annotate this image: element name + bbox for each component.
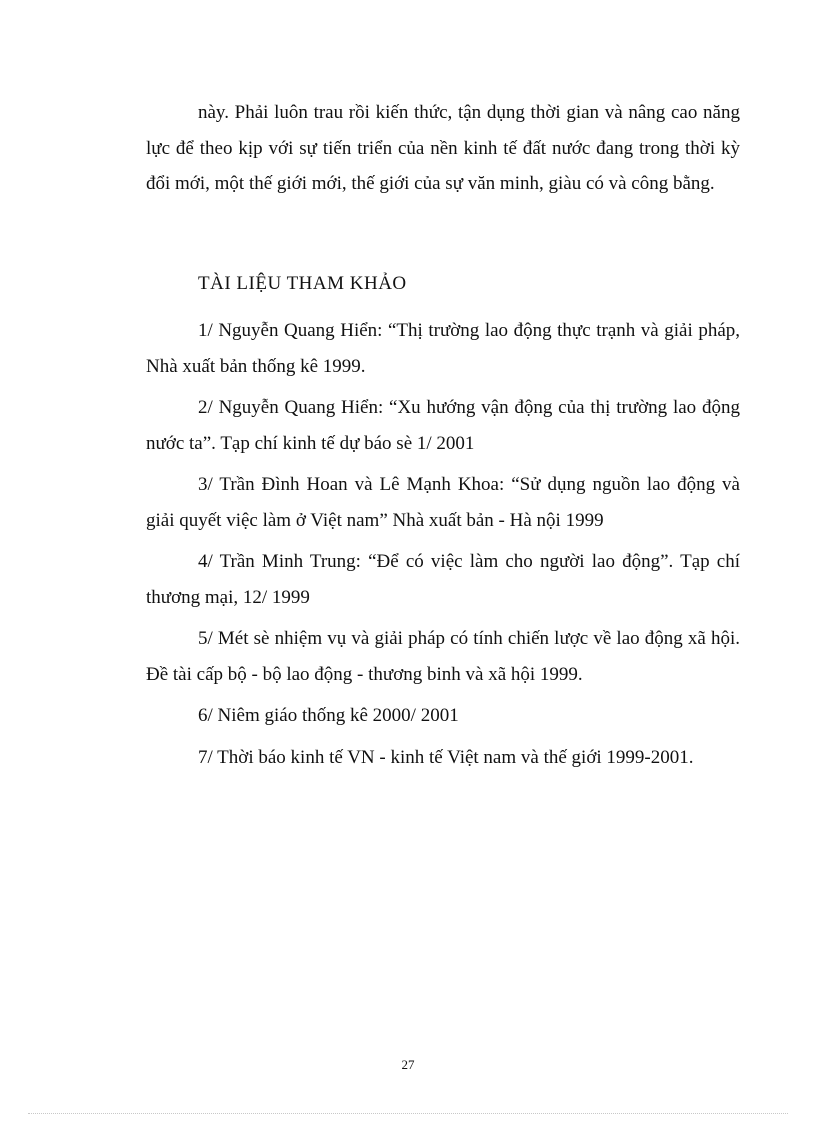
references-heading: TÀI LIỆU THAM KHẢO [198, 273, 407, 294]
intro-section [146, 95, 740, 202]
reference-item-2: 2/ Nguyễn Quang Hiển: “Xu hướng vận động của thị trường lao động nước ta”. Tạp chí kinh tế dự báo sè 1/ 2001 [146, 397, 740, 454]
footer-divider [28, 1113, 788, 1114]
references-list [146, 313, 740, 781]
page-number: 27 [401, 1057, 415, 1072]
intro-paragraph: này. Phải luôn trau rồi kiến thức, tận dụng thời gian và nâng cao năng lực để theo kịp với sự tiến triển của nền kinh tế đất nước đang trong thời kỳ đổi mới, một thế giới mới, thế giới của sự văn minh, giàu có và công bằng. [146, 102, 740, 194]
reference-item-5: 5/ Mét sè nhiệm vụ và giải pháp có tính chiến lược về lao động xã hội. Đề tài cấp bộ - bộ lao động - thương binh và xã hội 1999. [146, 628, 740, 685]
reference-item-3: 3/ Trần Đình Hoan và Lê Mạnh Khoa: “Sử dụng nguồn lao động và giải quyết việc làm ở Việt nam” Nhà xuất bản - Hà nội 1999 [146, 474, 740, 531]
reference-item-7: 7/ Thời báo kinh tế VN - kinh tế Việt nam và thế giới 1999-2001. [198, 746, 694, 768]
reference-item-1: 1/ Nguyễn Quang Hiển: “Thị trường lao động thực trạnh và giải pháp, Nhà xuất bản thống kê 1999. [146, 320, 740, 377]
reference-item-6: 6/ Niêm giáo thống kê 2000/ 2001 [198, 705, 459, 726]
reference-item-4: 4/ Trần Minh Trung: “Để có việc làm cho người lao động”. Tạp chí thương mại, 12/ 1999 [146, 551, 740, 608]
